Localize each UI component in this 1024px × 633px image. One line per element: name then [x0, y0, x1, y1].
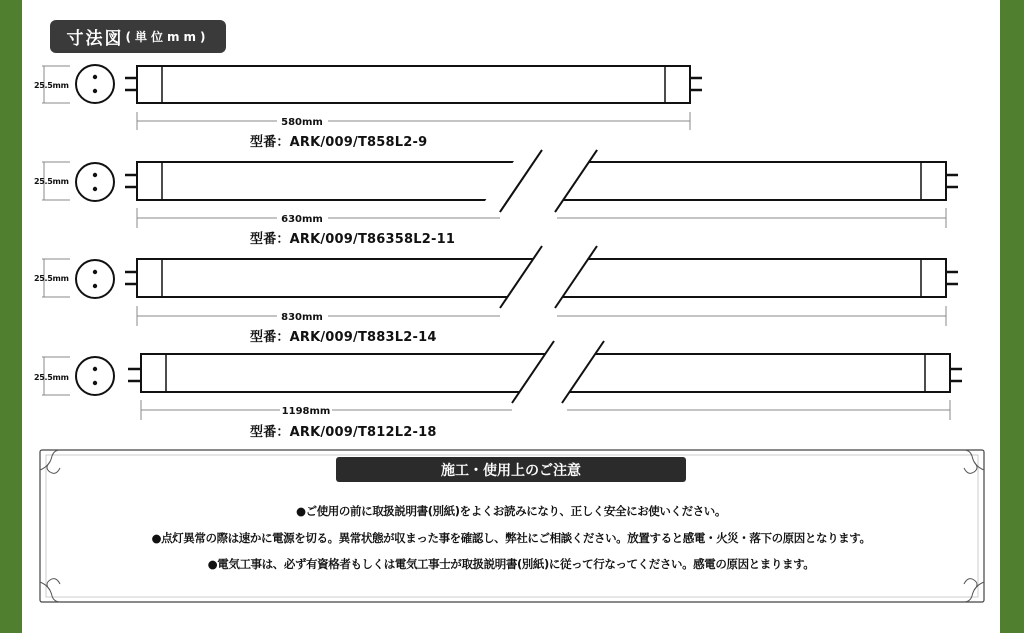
tube-body — [137, 66, 690, 103]
notice-item: ●ご使用の前に取扱説明書(別紙)をよくお読みになり、正しく安全にお使いください。 — [295, 504, 727, 518]
spec-sheet — [22, 0, 1000, 633]
model-number: 型番：ARK/009/T883L2-14 — [250, 330, 437, 345]
notice-heading: 施工・使用上のご注意 — [336, 457, 686, 482]
tube-row-4 — [34, 341, 962, 420]
tube-end-cap-icon — [76, 163, 114, 201]
diameter-label: 25.5mm — [34, 274, 69, 283]
tube-row-3 — [34, 246, 958, 326]
length-label: 1198mm — [281, 406, 331, 417]
diameter-label: 25.5mm — [34, 373, 69, 382]
tube-row-1 — [34, 65, 702, 130]
tube-row-2 — [34, 150, 958, 228]
notice-item: ●点灯異常の際は速かに電源を切る。異常状態が収まった事を確認し、弊社にご相談ください。放置すると感電・火災・落下の原因となります。 — [151, 531, 871, 545]
dimension-title: 寸法図 — [66, 29, 124, 49]
unit-label: (単位mm) — [125, 30, 210, 44]
tube-end-cap-icon — [76, 260, 114, 298]
diameter-label: 25.5mm — [34, 177, 69, 186]
model-number: 型番：ARK/009/T86358L2-11 — [250, 232, 456, 247]
model-number: 型番：ARK/009/T812L2-18 — [250, 425, 437, 440]
tube-end-cap-icon — [76, 357, 114, 395]
tube-end-cap-icon — [76, 65, 114, 103]
notice-item: ●電気工事は、必ず有資格者もしくは電気工事士が取扱説明書(別紙)に従って行なってください。感電の原因とまります。 — [207, 557, 815, 571]
diameter-label: 25.5mm — [34, 81, 69, 90]
length-label: 580mm — [281, 117, 323, 128]
length-label: 630mm — [281, 214, 323, 225]
length-dimension-line — [137, 306, 946, 326]
length-label: 830mm — [281, 312, 323, 323]
length-dimension-line — [137, 112, 690, 130]
model-number: 型番：ARK/009/T858L2-9 — [250, 135, 428, 150]
